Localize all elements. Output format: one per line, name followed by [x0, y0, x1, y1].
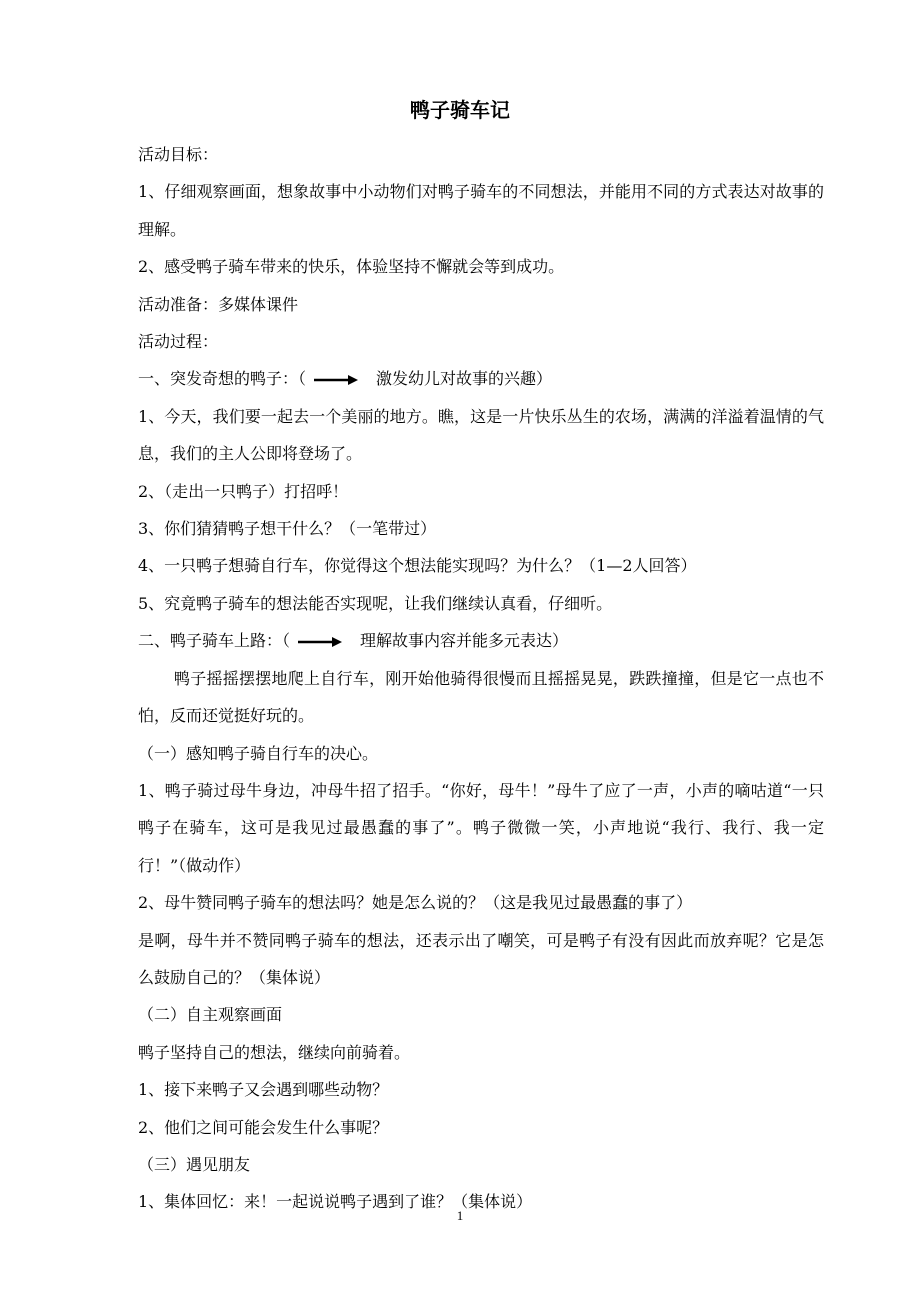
section-1-item-2: 2、（走出一只鸭子）打招呼！: [138, 481, 349, 501]
process-heading: 活动过程：: [138, 332, 219, 352]
subsection-3-heading: （三）遇见朋友: [138, 1154, 251, 1174]
section-1-item-4: 4、一只鸭子想骑自行车，你觉得这个想法能实现吗？为什么？（1—2人回答）: [138, 556, 697, 576]
page-title: 鸭子骑车记: [410, 98, 510, 122]
section-1-item-3: 3、你们猜猜鸭子想干什么？（一笔带过）: [138, 519, 437, 539]
subsection-1-heading: （一）感知鸭子骑自行车的决心。: [138, 743, 379, 763]
right-arrow-icon: [314, 374, 358, 386]
goal-1: 1、仔细观察画面，想象故事中小动物们对鸭子骑车的不同想法，并能用不同的方式表达对故事的理解。: [138, 182, 824, 239]
section-1-item-1: 1、今天，我们要一起去一个美丽的地方。瞧，这是一片快乐丛生的农场，满满的洋溢着温情的气息，我们的主人公即将登场了。: [138, 406, 824, 464]
section-1-heading: [138, 360, 824, 397]
subsection-1-item-1: 1、鸭子骑过母牛身边，冲母牛招了招手。“你好，母牛！”母牛了应了一声，小声的嘀咕道“一只鸭子在骑车，这可是我见过最愚蠢的事了”。鸭子微微一笑，小声地说“我行、我行、我一定行！”（做动作）: [138, 780, 824, 875]
subsection-1-item-2: 2、母牛赞同鸭子骑车的想法吗？她是怎么说的？（这是我见过最愚蠢的事了）: [138, 893, 693, 913]
section-1-item-5: 5、究竟鸭子骑车的想法能否实现呢，让我们继续认真看，仔细听。: [138, 593, 613, 613]
goals-heading: 活动目标：: [138, 145, 219, 164]
section-2-suffix: 理解故事内容并能多元表达）: [360, 631, 569, 651]
story-paragraph: 鸭子摇摇摆摆地爬上自行车，刚开始他骑得很慢而且摇摇晃晃，跌跌撞撞，但是它一点也不怕，反而还觉挺好玩的。: [138, 668, 824, 726]
goal-2: 2、感受鸭子骑车带来的快乐，体验坚持不懈就会等到成功。: [138, 257, 565, 277]
subsection-2-heading: （二）自主观察画面: [138, 1005, 283, 1025]
subsection-2-paragraph: 鸭子坚持自己的想法，继续向前骑着。: [138, 1042, 411, 1062]
subsection-1-paragraph: 是啊，母牛并不赞同鸭子骑车的想法，还表示出了嘲笑，可是鸭子有没有因此而放弃呢？它是怎么鼓励自己的？（集体说）: [138, 930, 824, 987]
right-arrow-icon: [298, 636, 342, 648]
preparation: 活动准备：多媒体课件: [138, 294, 299, 314]
section-2-prefix: 二、鸭子骑车上路：（: [138, 631, 291, 651]
page-number: 1: [456, 1208, 464, 1223]
section-1-suffix: 激发幼儿对故事的兴趣）: [376, 369, 553, 389]
subsection-2-item-1: 1、接下来鸭子又会遇到哪些动物？: [138, 1080, 389, 1100]
subsection-3-item-1: 1、集体回忆：来！一起说说鸭子遇到了谁？（集体说）: [138, 1192, 533, 1212]
section-2-heading: [138, 622, 824, 659]
document-body: [138, 136, 824, 1221]
section-1-prefix: 一、突发奇想的鸭子：（: [138, 369, 307, 389]
subsection-2-item-2: 2、他们之间可能会发生什么事呢？: [138, 1117, 389, 1137]
